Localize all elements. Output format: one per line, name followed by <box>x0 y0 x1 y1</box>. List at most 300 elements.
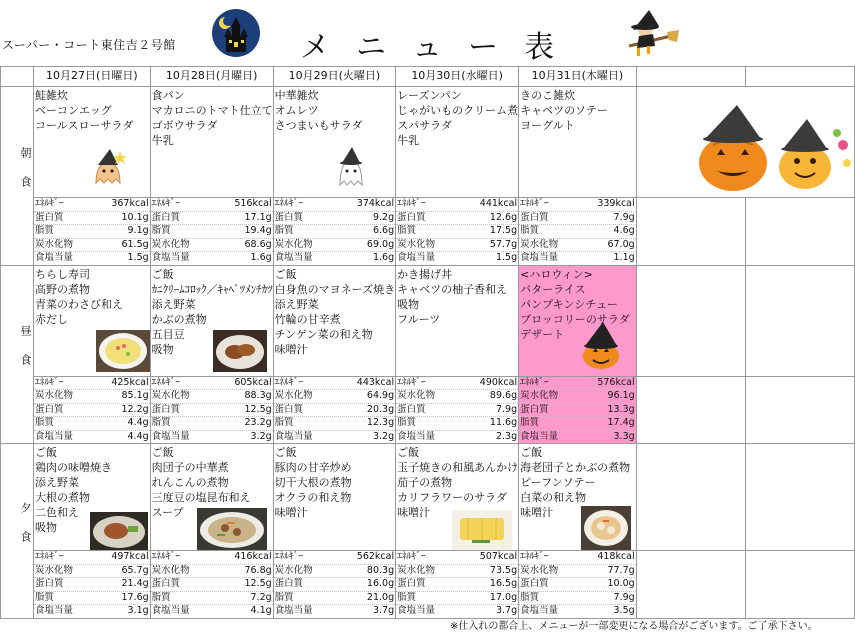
dish-cell <box>519 87 637 198</box>
nutrient-label: 炭水化物 <box>35 564 74 576</box>
nutrient-label: 脂質 <box>520 225 540 236</box>
dish-item: さつまいもサラダ <box>274 119 363 132</box>
empty-header <box>745 67 854 87</box>
nutrient-value: 17.1g <box>244 211 272 223</box>
nutrient-value: 6.6g <box>372 225 395 236</box>
nutrient-value: 374kcal <box>356 198 395 209</box>
nutrition-row <box>151 578 273 592</box>
nutrition-row <box>396 565 518 579</box>
nutrition-row <box>519 404 636 418</box>
nutrient-value: 497kcal <box>111 551 149 562</box>
nutrient-label: 炭水化物 <box>35 390 74 401</box>
nutrient-label: ｴﾈﾙｷﾞｰ <box>397 551 426 562</box>
dish-item: 牛乳 <box>151 134 174 147</box>
nutrient-value: 67.0g <box>607 238 635 250</box>
nutrient-value: 443kcal <box>356 376 395 388</box>
rolled-omelette-photo <box>452 510 512 550</box>
nutrition-row <box>519 592 636 606</box>
nutrition-row <box>34 605 150 618</box>
dish-item: 茄子の煮物 <box>397 476 453 489</box>
nutrition-row <box>274 390 395 404</box>
nutrient-value: 9.2g <box>372 211 395 223</box>
dish-item: <ハロウィン> <box>520 267 593 281</box>
nutrition-row <box>519 252 636 265</box>
dish-list <box>34 87 150 133</box>
nutrient-value: 7.9g <box>613 591 635 603</box>
nutrient-label: 食塩当量 <box>151 430 190 442</box>
nutrient-label: 脂質 <box>151 591 171 603</box>
dish-item: 鮭雑炊 <box>35 89 68 102</box>
dish-item: 肉団子の中華煮 <box>151 461 229 474</box>
nutrient-value: 605kcal <box>234 376 272 388</box>
nutrient-label: 脂質 <box>274 591 294 603</box>
nutrient-value: 61.5g <box>121 238 149 250</box>
nutrient-label: 炭水化物 <box>520 390 559 401</box>
nutrient-label: 蛋白質 <box>151 403 181 415</box>
meal-label-breakfast: 朝食 <box>1 87 34 266</box>
nutrient-value: 416kcal <box>234 551 272 562</box>
nutrient-value: 16.5g <box>489 578 518 589</box>
dish-cell <box>34 265 151 376</box>
chirashi-sushi-photo <box>96 330 150 372</box>
nutrient-label: 蛋白質 <box>35 211 64 223</box>
nutrition-row <box>519 225 636 239</box>
dish-item: 味噌汁 <box>397 506 431 519</box>
nutrient-value: 73.5g <box>489 564 518 576</box>
dish-list <box>274 87 395 133</box>
empty-cell <box>636 376 745 444</box>
dish-item: 添え野菜 <box>274 297 319 311</box>
empty-cell <box>745 198 854 266</box>
nutrient-label: ｴﾈﾙｷﾞｰ <box>520 551 549 562</box>
nutrition-row <box>396 225 518 239</box>
nutrition-row <box>519 417 636 431</box>
empty-cell <box>636 551 745 619</box>
nutrient-value: 425kcal <box>111 376 149 388</box>
dish-item: 味噌汁 <box>520 506 554 519</box>
nutrition-row <box>519 239 636 253</box>
dish-item: マカロニのトマト仕立て <box>151 104 273 117</box>
header <box>0 0 855 66</box>
nutrient-value: 65.7g <box>121 564 149 576</box>
nutrient-label: 食塩当量 <box>151 605 190 616</box>
dish-cell <box>396 87 519 198</box>
nutrition-row <box>396 212 518 226</box>
dish-list <box>396 444 518 520</box>
nutrient-label: 脂質 <box>274 225 294 236</box>
nutrient-value: 68.6g <box>244 238 272 250</box>
nutrient-value: 4.4g <box>127 430 149 442</box>
nutrient-value: 576kcal <box>597 376 635 388</box>
nutrition-row <box>151 390 273 404</box>
shrimp-dumpling-photo <box>581 506 631 550</box>
dish-item: ｶﾆｸﾘｰﾑｺﾛｯｸ／ｷｬﾍﾞﾂﾒﾝﾁｶﾂ <box>151 282 273 296</box>
nutrition-cell <box>273 376 395 444</box>
nutrient-value: 3.2g <box>372 430 395 442</box>
nutrition-row <box>34 377 150 391</box>
dish-item: 食パン <box>151 89 185 102</box>
dish-item: きのこ雑炊 <box>520 89 576 102</box>
dish-item: 高野の煮物 <box>35 282 90 296</box>
nutrient-value: 3.5g <box>613 605 635 616</box>
nutrition-row <box>274 605 395 618</box>
nutrient-label: 食塩当量 <box>397 252 436 263</box>
nutrient-value: 1.6g <box>372 252 395 263</box>
nutrient-value: 88.3g <box>244 390 272 401</box>
dish-item: オクラの和え物 <box>274 491 352 504</box>
dish-item: 赤だし <box>35 312 68 326</box>
nutrition-row <box>151 592 273 606</box>
nutrition-row <box>34 212 150 226</box>
nutrient-label: 食塩当量 <box>520 605 559 616</box>
dish-cell <box>519 265 637 376</box>
nutrient-value: 1.6g <box>250 252 272 263</box>
nutrient-label: 蛋白質 <box>151 211 181 223</box>
nutrient-value: 12.5g <box>244 578 272 589</box>
nutrient-value: 3.3g <box>613 430 635 442</box>
nutrient-value: 17.6g <box>121 591 149 603</box>
nutrition-row <box>274 252 395 265</box>
dish-item: 切干大根の煮物 <box>274 476 352 489</box>
nutrient-value: 3.2g <box>250 430 272 442</box>
nutrient-label: 炭水化物 <box>397 238 436 250</box>
nutrition-row <box>519 377 636 391</box>
nutrition-row <box>274 431 395 444</box>
nutrient-value: 57.7g <box>489 238 518 250</box>
dish-item: 竹輪の甘辛煮 <box>274 312 341 326</box>
nutrient-value: 64.9g <box>366 390 395 401</box>
nutrient-label: 脂質 <box>520 591 540 603</box>
dish-list <box>396 266 518 327</box>
dish-item: レーズンパン <box>397 89 462 102</box>
nutrient-value: 490kcal <box>479 376 518 388</box>
empty-cell <box>636 444 745 551</box>
dish-item: 豚肉の甘辛炒め <box>274 461 352 474</box>
nutrient-label: 脂質 <box>35 591 55 603</box>
nutrition-cell <box>396 376 519 444</box>
nutrition-row <box>396 578 518 592</box>
nutrition-row <box>151 252 273 265</box>
nutrient-label: ｴﾈﾙｷﾞｰ <box>151 198 181 209</box>
dish-cell <box>519 444 637 551</box>
dish-item: 二色和え <box>35 506 79 519</box>
dish-item: 大根の煮物 <box>35 491 90 504</box>
nutrition-row <box>151 198 273 212</box>
nutrition-cell <box>34 376 151 444</box>
nutrient-value: 7.9g <box>495 403 518 415</box>
nutrient-value: 12.6g <box>489 211 518 223</box>
nutrition-row <box>396 404 518 418</box>
nutrition-cell <box>150 198 273 266</box>
halloween-pumpkin-icon <box>579 322 623 370</box>
nutrition-row <box>151 605 273 618</box>
dish-cell <box>150 87 273 198</box>
nutrient-value: 21.4g <box>121 578 149 589</box>
nutrient-label: ｴﾈﾙｷﾞｰ <box>274 376 304 388</box>
nutrient-value: 4.6g <box>613 225 635 236</box>
nutrient-value: 12.5g <box>244 403 272 415</box>
dish-item: 吸物 <box>397 297 420 311</box>
dish-item: スパサラダ <box>397 119 452 132</box>
nutrient-label: ｴﾈﾙｷﾞｰ <box>35 551 64 562</box>
nutrient-label: 脂質 <box>397 225 417 236</box>
nutrient-label: 食塩当量 <box>274 430 313 442</box>
nutrient-label: 蛋白質 <box>397 578 426 589</box>
dish-cell <box>34 87 151 198</box>
dish-item: ヨーグルト <box>520 119 575 132</box>
nutrient-label: 炭水化物 <box>274 238 313 250</box>
nutrient-value: 23.2g <box>244 417 272 428</box>
nutrient-label: 脂質 <box>274 417 294 428</box>
empty-cell <box>636 198 745 266</box>
nutrition-row <box>34 198 150 212</box>
breakfast-nutrition-row <box>1 198 855 266</box>
nutrient-value: 10.0g <box>607 578 635 589</box>
nutrition-row <box>274 239 395 253</box>
nutrition-cell <box>519 551 637 619</box>
dinner-nutrition-row <box>1 551 855 619</box>
dish-cell <box>273 444 395 551</box>
dish-item: ご飯 <box>35 446 57 459</box>
nutrient-value: 7.9g <box>613 211 635 223</box>
nutrition-row <box>396 592 518 606</box>
nutrient-value: 11.6g <box>489 417 518 428</box>
nutrient-label: 食塩当量 <box>35 252 74 263</box>
dish-item: ベーコンエッグ <box>35 104 112 117</box>
dish-item: 鶏肉の味噌焼き <box>35 461 112 474</box>
nutrient-label: 食塩当量 <box>35 430 74 442</box>
lunch-dishes-row <box>1 265 855 376</box>
nutrition-row <box>274 417 395 431</box>
nutrition-row <box>34 225 150 239</box>
nutrient-value: 1.5g <box>127 252 149 263</box>
dish-item: 玉子焼きの和風あんかけ <box>397 461 519 474</box>
nutrition-row <box>396 390 518 404</box>
nutrition-cell <box>150 376 273 444</box>
nutrition-cell <box>273 551 395 619</box>
jack-o-lantern-illustration <box>687 105 855 195</box>
nutrition-row <box>396 198 518 212</box>
nutrition-row <box>274 377 395 391</box>
dish-item: かぶの煮物 <box>151 312 207 326</box>
date-header: 10月27日(日曜日) <box>34 67 151 87</box>
flying-witch-icon <box>623 8 681 60</box>
dish-item: 白菜の和え物 <box>520 491 587 504</box>
nutrition-row <box>151 225 273 239</box>
dish-item: 添え野菜 <box>35 476 79 489</box>
empty-cell <box>745 265 854 376</box>
dish-item: 吸物 <box>151 342 174 356</box>
nutrient-label: 食塩当量 <box>520 430 559 442</box>
dish-list <box>34 266 150 327</box>
nutrient-label: 蛋白質 <box>35 578 64 589</box>
nutrient-value: 69.0g <box>366 238 395 250</box>
nutrient-label: ｴﾈﾙｷﾞｰ <box>151 376 181 388</box>
dish-item: コールスローサラダ <box>35 119 134 132</box>
footnote: ※仕入れの都合上、メニューが一部変更になる場合がございます。ご了承下さい。 <box>450 621 818 632</box>
dish-list <box>274 266 395 357</box>
nutrient-label: 食塩当量 <box>274 605 313 616</box>
nutrient-label: 脂質 <box>151 417 171 428</box>
nutrition-cell <box>34 551 151 619</box>
nutrient-label: 炭水化物 <box>397 390 436 401</box>
dish-item: ちらし寿司 <box>35 267 90 281</box>
dish-item: 牛乳 <box>397 134 420 147</box>
dish-item: かき揚げ丼 <box>397 267 453 281</box>
dish-list <box>274 444 395 520</box>
nutrient-value: 339kcal <box>597 198 635 209</box>
nutrient-label: 蛋白質 <box>35 403 64 415</box>
dish-item: じゃがいものクリーム煮 <box>397 104 519 117</box>
dish-item: ご飯 <box>274 446 297 459</box>
dish-cell <box>273 265 395 376</box>
nutrition-row <box>151 551 273 565</box>
nutrition-row <box>274 565 395 579</box>
nutrition-row <box>274 578 395 592</box>
nutrient-label: 蛋白質 <box>397 403 426 415</box>
nutrient-value: 562kcal <box>356 551 395 562</box>
nutrient-label: 蛋白質 <box>397 211 426 223</box>
nutrient-label: 脂質 <box>520 417 540 428</box>
nutrient-label: ｴﾈﾙｷﾞｰ <box>397 198 426 209</box>
nutrient-label: 蛋白質 <box>274 211 304 223</box>
nutrient-value: 16.0g <box>366 578 395 589</box>
breakfast-dishes-row <box>1 87 855 198</box>
nutrient-value: 3.1g <box>127 605 149 616</box>
dish-item: チンゲン菜の和え物 <box>274 327 373 341</box>
nutrition-cell <box>396 198 519 266</box>
nutrient-value: 7.2g <box>250 591 272 603</box>
nutrition-row <box>34 404 150 418</box>
nutrition-row <box>34 592 150 606</box>
nutrition-row <box>396 417 518 431</box>
nutrient-label: 炭水化物 <box>151 564 190 576</box>
meal-label-dinner: 夕食 <box>1 444 34 619</box>
nutrition-row <box>34 431 150 444</box>
date-header-row <box>1 67 855 87</box>
nutrient-value: 77.7g <box>607 564 635 576</box>
nutrient-label: 炭水化物 <box>35 238 74 250</box>
nutrient-label: ｴﾈﾙｷﾞｰ <box>274 198 304 209</box>
dish-item: ブロッコリーのサラダ <box>520 312 630 326</box>
nutrient-value: 507kcal <box>479 551 518 562</box>
nutrient-label: ｴﾈﾙｷﾞｰ <box>151 551 181 562</box>
date-header: 10月30日(水曜日) <box>396 67 519 87</box>
nutrient-label: ｴﾈﾙｷﾞｰ <box>520 198 549 209</box>
dish-item: ピーフンソテー <box>520 476 596 489</box>
nutrient-label: 炭水化物 <box>151 390 190 401</box>
dish-cell <box>396 444 519 551</box>
dish-item: オムレツ <box>274 104 319 117</box>
nutrition-row <box>274 551 395 565</box>
nutrition-row <box>151 431 273 444</box>
lunch-nutrition-row <box>1 376 855 444</box>
dish-item: カリフラワーのサラダ <box>397 491 507 504</box>
nutrition-row <box>519 578 636 592</box>
nutrient-value: 21.0g <box>366 591 395 603</box>
nutrient-value: 516kcal <box>234 198 272 209</box>
nutrient-label: 蛋白質 <box>520 403 549 415</box>
nutrient-label: 炭水化物 <box>274 390 313 401</box>
dish-item: ご飯 <box>520 446 543 459</box>
nutrient-value: 367kcal <box>111 198 149 209</box>
nutrient-label: 食塩当量 <box>274 252 313 263</box>
dish-item: 吸物 <box>35 521 57 534</box>
dish-item: パンプキンシチュー <box>520 297 618 311</box>
dish-item: キャベツの柚子香和え <box>397 282 508 296</box>
dish-item: スープ <box>151 506 184 519</box>
nutrient-label: 炭水化物 <box>397 564 436 576</box>
dish-item: 中華雑炊 <box>274 89 319 102</box>
haunted-castle-icon <box>211 8 261 58</box>
nutrient-value: 4.4g <box>127 417 149 428</box>
nutrient-value: 1.5g <box>495 252 518 263</box>
nutrition-row <box>34 252 150 265</box>
nutrient-value: 441kcal <box>479 198 518 209</box>
nutrient-value: 12.2g <box>121 403 149 415</box>
nutrition-row <box>34 551 150 565</box>
croquette-photo <box>213 330 267 372</box>
nutrient-label: 脂質 <box>397 417 417 428</box>
nutrient-value: 1.1g <box>613 252 635 263</box>
nutrient-value: 13.3g <box>607 403 635 415</box>
date-header: 10月31日(木曜日) <box>519 67 637 87</box>
nutrient-value: 20.3g <box>366 403 395 415</box>
dish-item: 白身魚のマヨネーズ焼き <box>274 282 396 296</box>
nutrition-row <box>151 565 273 579</box>
corner-cell <box>1 67 34 87</box>
nutrient-label: 脂質 <box>151 225 171 236</box>
nutrient-label: 炭水化物 <box>520 564 559 576</box>
ghost-icon <box>334 147 368 187</box>
nutrition-row <box>519 605 636 618</box>
nutrition-cell <box>150 551 273 619</box>
nutrient-value: 418kcal <box>597 551 635 562</box>
nutrient-label: 蛋白質 <box>520 578 549 589</box>
dish-cell <box>396 265 519 376</box>
dish-item: 味噌汁 <box>274 506 308 519</box>
dish-item: 添え野菜 <box>151 297 196 311</box>
nutrient-label: ｴﾈﾙｷﾞｰ <box>520 376 549 388</box>
nutrient-value: 2.3g <box>495 430 518 442</box>
dish-item: 青菜のわさび和え <box>35 297 123 311</box>
dish-item: 三度豆の塩昆布和え <box>151 491 251 504</box>
nutrient-label: ｴﾈﾙｷﾞｰ <box>35 376 64 388</box>
empty-cell <box>745 551 854 619</box>
nutrition-row <box>519 551 636 565</box>
meal-label-lunch: 昼食 <box>1 265 34 444</box>
dish-item: ご飯 <box>274 267 297 281</box>
dish-item: ゴボウサラダ <box>151 119 218 132</box>
nutrient-value: 10.1g <box>121 211 149 223</box>
nutrient-value: 3.7g <box>495 605 518 616</box>
nutrient-value: 96.1g <box>607 390 635 401</box>
nutrient-label: 脂質 <box>35 225 55 236</box>
nutrient-label: 脂質 <box>35 417 55 428</box>
nutrient-label: 食塩当量 <box>397 605 436 616</box>
nutrient-label: 脂質 <box>397 591 417 603</box>
nutrition-row <box>519 212 636 226</box>
nutrient-label: 蛋白質 <box>274 403 304 415</box>
dish-item: れんこんの煮物 <box>151 476 229 489</box>
dish-item: バターライス <box>520 282 586 296</box>
nutrition-row <box>34 239 150 253</box>
nutrient-label: ｴﾈﾙｷﾞｰ <box>274 551 304 562</box>
nutrition-row <box>151 404 273 418</box>
nutrient-value: 12.3g <box>366 417 395 428</box>
facility-name: スーパー・コート東住吉２号館 <box>2 38 176 52</box>
dish-list <box>519 87 636 133</box>
